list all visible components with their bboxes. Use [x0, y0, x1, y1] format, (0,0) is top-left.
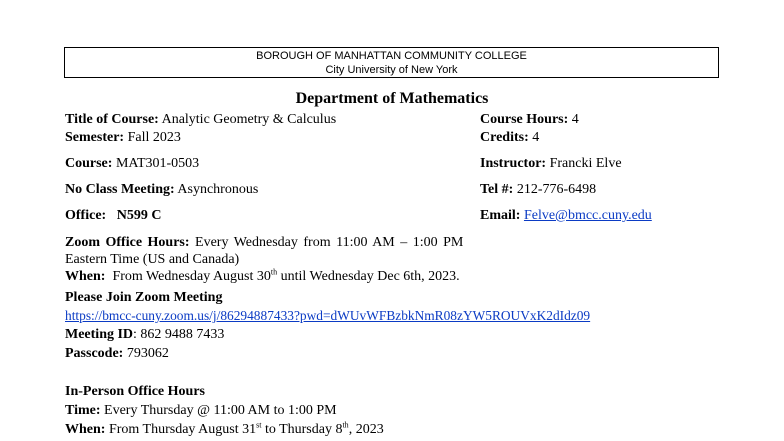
zoom-join-row: [65, 289, 222, 306]
zoom-when-start: From Wednesday August 30: [112, 269, 271, 284]
course-title-row: [65, 111, 336, 128]
zoom-join-label: Please Join Zoom Meeting: [65, 290, 223, 305]
tel-row: [480, 181, 596, 198]
in-person-when-start: From Thursday August 31: [108, 422, 257, 437]
tel-value: 212-776-6498: [516, 182, 597, 197]
office-value: N599 C: [116, 208, 162, 223]
email-label: Email:: [480, 208, 521, 223]
passcode-label: Passcode:: [65, 346, 124, 361]
credits-row: [480, 129, 539, 146]
course-value: MAT301-0503: [115, 156, 200, 171]
department-title: Department of Mathematics: [295, 90, 489, 107]
in-person-when-label: When:: [65, 422, 106, 437]
meeting-id-value: : 862 9488 7433: [133, 327, 225, 342]
zoom-hours-row: [65, 234, 463, 251]
course-hours-row: [480, 111, 579, 128]
university-name: City University of New York: [325, 64, 458, 76]
in-person-when-row: [65, 421, 384, 438]
office-row: [65, 207, 161, 224]
in-person-time-label: Time:: [65, 403, 101, 418]
instructor-value: Francki Elve: [549, 156, 622, 171]
class-meeting-label: No Class Meeting:: [65, 182, 175, 197]
course-hours-value: 4: [571, 112, 579, 127]
semester-row: [65, 129, 181, 146]
semester-label: Semester:: [65, 130, 125, 145]
in-person-when-sup1: st: [256, 420, 262, 430]
instructor-row: [480, 155, 622, 172]
course-row: [65, 155, 199, 172]
in-person-heading-row: [65, 383, 205, 400]
college-name: BOROUGH OF MANHATTAN COMMUNITY COLLEGE: [256, 50, 527, 62]
zoom-meeting-link[interactable]: https://bmcc-cuny.zoom.us/j/86294887433?pwd=dWUvWFBzbkNmR08zYW5ROUVxK2dIdz09: [65, 308, 591, 323]
course-title-value: Analytic Geometry & Calculus: [161, 112, 337, 127]
office-label: Office:: [65, 208, 107, 223]
in-person-when-end: , 2023: [348, 422, 384, 437]
passcode-value: 793062: [126, 346, 169, 361]
in-person-time-row: [65, 402, 337, 419]
zoom-when-sup: th: [270, 267, 278, 277]
in-person-when-mid: to Thursday 8: [264, 422, 343, 437]
class-meeting-value: Asynchronous: [177, 182, 259, 197]
course-label: Course:: [65, 156, 113, 171]
college-header: [64, 47, 719, 78]
meeting-id-row: [65, 326, 224, 343]
zoom-link-row: [65, 307, 590, 324]
in-person-heading: In-Person Office Hours: [65, 384, 205, 399]
tel-label: Tel #:: [480, 182, 514, 197]
class-meeting-row: [65, 181, 258, 198]
zoom-hours-label: Zoom Office Hours:: [65, 235, 190, 250]
zoom-timezone: Eastern Time (US and Canada): [65, 252, 240, 267]
meeting-id-label: Meeting ID: [65, 327, 134, 342]
semester-value: Fall 2023: [127, 130, 181, 145]
course-title-label: Title of Course:: [65, 112, 159, 127]
credits-value: 4: [532, 130, 540, 145]
zoom-when-end: until Wednesday Dec 6th, 2023.: [280, 269, 460, 284]
zoom-when-row: [65, 268, 460, 285]
in-person-time-value: Every Thursday @ 11:00 AM to 1:00 PM: [104, 403, 337, 418]
course-hours-label: Course Hours:: [480, 112, 569, 127]
zoom-hours-value: Every Wednesday from 11:00 AM – 1:00 PM: [195, 235, 464, 250]
in-person-when-sup2: th: [342, 420, 349, 430]
email-link[interactable]: Felve@bmcc.cuny.edu: [523, 208, 652, 223]
zoom-when-label: When:: [65, 269, 106, 284]
passcode-row: [65, 345, 169, 362]
credits-label: Credits:: [480, 130, 529, 145]
email-row: [480, 207, 652, 224]
instructor-label: Instructor:: [480, 156, 547, 171]
